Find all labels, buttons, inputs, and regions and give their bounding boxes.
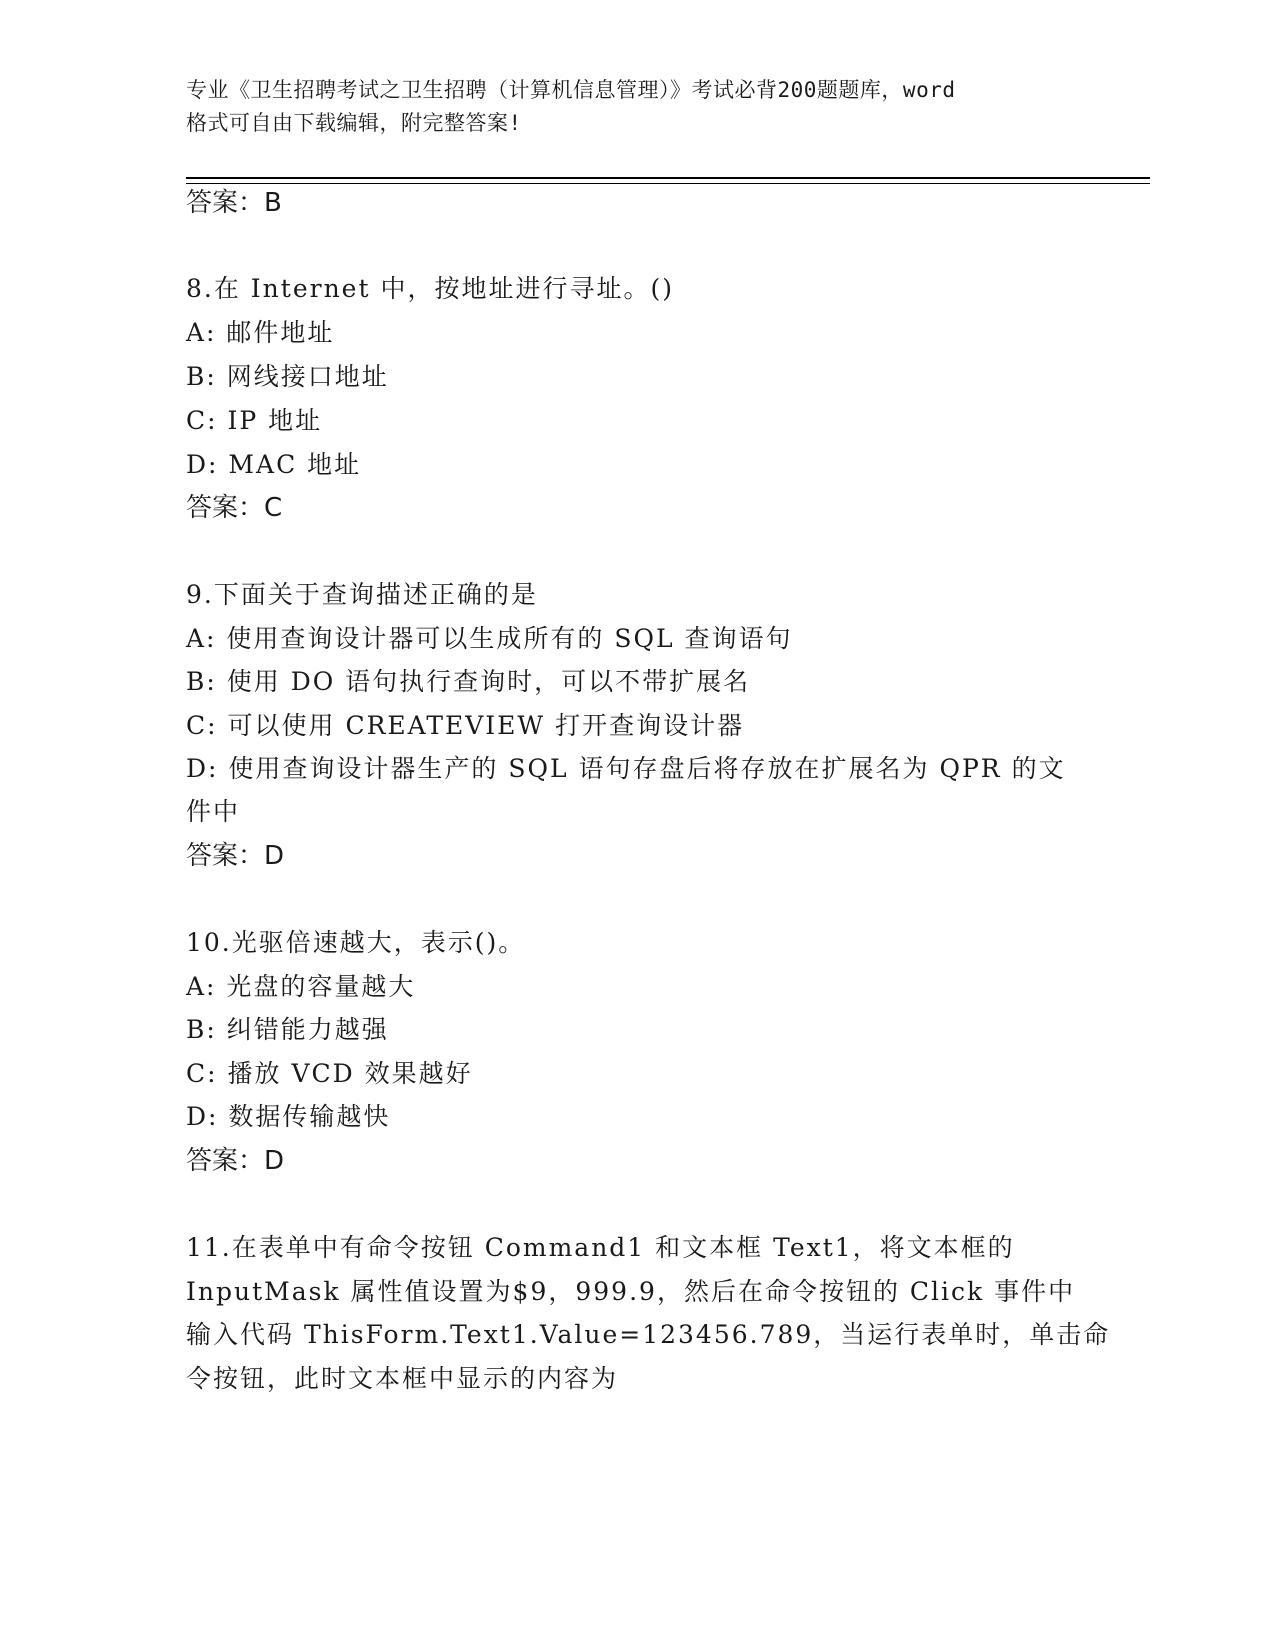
- option-c: C: 可以使用 CREATEVIEW 打开查询设计器: [186, 711, 745, 740]
- question-stem-line: 令按钮，此时文本框中显示的内容为: [186, 1364, 619, 1393]
- answer-label: 答案：B: [186, 188, 282, 218]
- header-rule-thin: [186, 183, 1150, 184]
- document-header: [186, 74, 1086, 140]
- question-stem-line: 11.在表单中有命令按钮 Command1 和文本框 Text1，将文本框的: [186, 1233, 1015, 1262]
- option-a: A: 邮件地址: [186, 318, 335, 347]
- option-c: C: 播放 VCD 效果越好: [186, 1059, 473, 1088]
- option-a: A: 使用查询设计器可以生成所有的 SQL 查询语句: [186, 624, 793, 653]
- header-rule-thick: [186, 177, 1150, 179]
- option-d: D: MAC 地址: [186, 450, 362, 479]
- question-stem: 9.下面关于查询描述正确的是: [186, 580, 538, 609]
- header-line-2: 格式可自由下载编辑，附完整答案!: [186, 111, 522, 135]
- option-b: B: 纠错能力越强: [186, 1015, 389, 1044]
- option-a: A: 光盘的容量越大: [186, 972, 416, 1001]
- question-stem-line: InputMask 属性值设置为$9，999.9，然后在命令按钮的 Click 事件中: [186, 1277, 1076, 1306]
- question-stem: 8.在 Internet 中，按地址进行寻址。(): [186, 274, 674, 303]
- option-d: D: 数据传输越快: [186, 1102, 391, 1131]
- header-line-1: 专业《卫生招聘考试之卫生招聘（计算机信息管理）》考试必背200题题库，word: [186, 78, 956, 102]
- question-stem-line: 输入代码 ThisForm.Text1.Value=123456.789，当运行表单时，单击命: [186, 1320, 1111, 1349]
- answer-label: 答案：D: [186, 1146, 285, 1176]
- option-c: C: IP 地址: [186, 406, 323, 435]
- option-b: B: 使用 DO 语句执行查询时，可以不带扩展名: [186, 667, 751, 696]
- option-d: D: 使用查询设计器生产的 SQL 语句存盘后将存放在扩展名为 QPR 的文: [186, 754, 1066, 783]
- option-d-continued: 件中: [186, 797, 241, 826]
- answer-label: 答案：C: [186, 493, 283, 523]
- answer-label: 答案：D: [186, 841, 285, 871]
- question-stem: 10.光驱倍速越大，表示()。: [186, 928, 526, 957]
- option-b: B: 网线接口地址: [186, 362, 389, 391]
